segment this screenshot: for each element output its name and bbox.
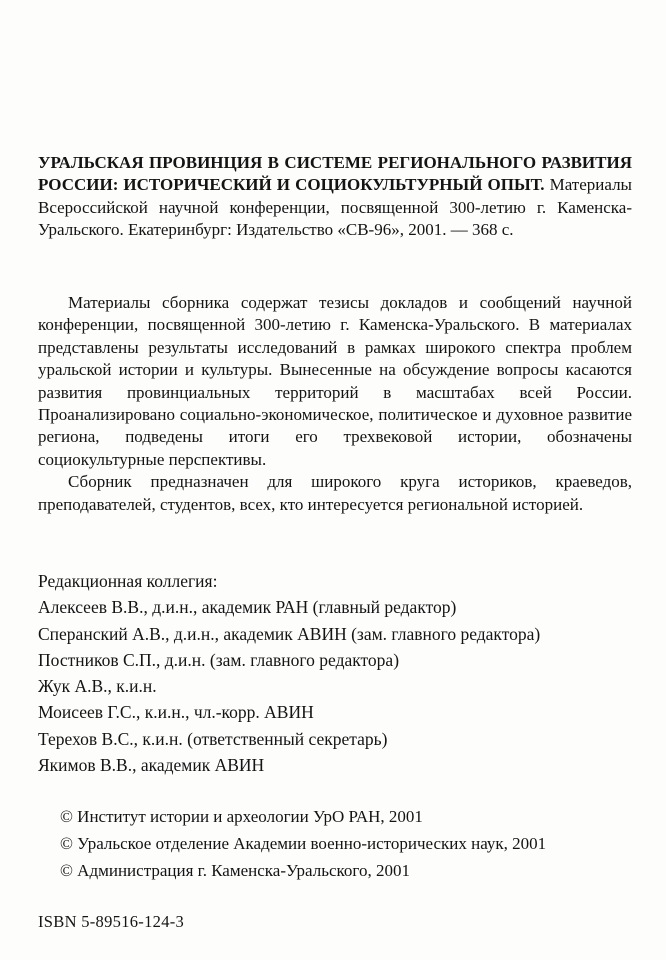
bibliographic-entry bbox=[38, 152, 632, 242]
editorial-member: Сперанский А.В., д.и.н., академик АВИН (зам. главного редактора) bbox=[38, 623, 541, 644]
editorial-board bbox=[38, 568, 632, 778]
book-title: УРАЛЬСКАЯ ПРОВИНЦИЯ В СИСТЕМЕ РЕГИОНАЛЬНОГО РАЗВИТИЯ РОССИИ: ИСТОРИЧЕСКИЙ И СОЦИОКУЛЬТУРНЫЙ ОПЫТ. bbox=[38, 153, 632, 195]
copyright-line: © Администрация г. Каменска-Уральского, 2001 bbox=[60, 860, 410, 880]
editorial-member: Терехов В.С., к.и.н. (ответственный секретарь) bbox=[38, 728, 388, 749]
copyright-block bbox=[60, 804, 632, 885]
editorial-member: Моисеев Г.С., к.и.н., чл.-корр. АВИН bbox=[38, 702, 314, 723]
abstract bbox=[38, 292, 632, 516]
abstract-paragraph-2: Сборник предназначен для широкого круга историков, краеведов, преподавателей, студентов, всех, кто интересуется региональной историей. bbox=[38, 472, 632, 514]
bibliographic-details: Материалы Всероссийской научной конференции, посвященной 300-летию г. Каменска-Уральского. Екатеринбург: Издательство «СВ-96», 2001. — 368 с. bbox=[38, 175, 632, 240]
copyright-line: © Уральское отделение Академии военно-исторических наук, 2001 bbox=[60, 833, 547, 853]
editorial-member: Якимов В.В., академик АВИН bbox=[38, 754, 265, 775]
abstract-paragraph-1: Материалы сборника содержат тезисы докладов и сообщений научной конференции, посвященной 300-летию г. Каменска-Уральского. В материалах представлены результаты исследований в рамках широкого спектра проблем уральской истории и культуры. Вынесенные на обсуждение вопросы касаются развития провинциальных территорий в масштабах всей России. Проанализировано социально-экономическое, политическое и духовное развитие региона, подведены итоги его трехвековой истории, обозначены социокультурные перспективы. bbox=[38, 292, 632, 469]
copyright-line: © Институт истории и археологии УрО РАН, 2001 bbox=[60, 807, 423, 827]
editorial-member: Алексеев В.В., д.и.н., академик РАН (главный редактор) bbox=[38, 597, 457, 618]
editorial-board-heading: Редакционная коллегия: bbox=[38, 571, 218, 592]
editorial-member: Жук А.В., к.и.н. bbox=[38, 676, 157, 697]
isbn: ISBN 5-89516-124-3 bbox=[38, 912, 185, 931]
editorial-member: Постников С.П., д.и.н. (зам. главного редактора) bbox=[38, 649, 400, 670]
